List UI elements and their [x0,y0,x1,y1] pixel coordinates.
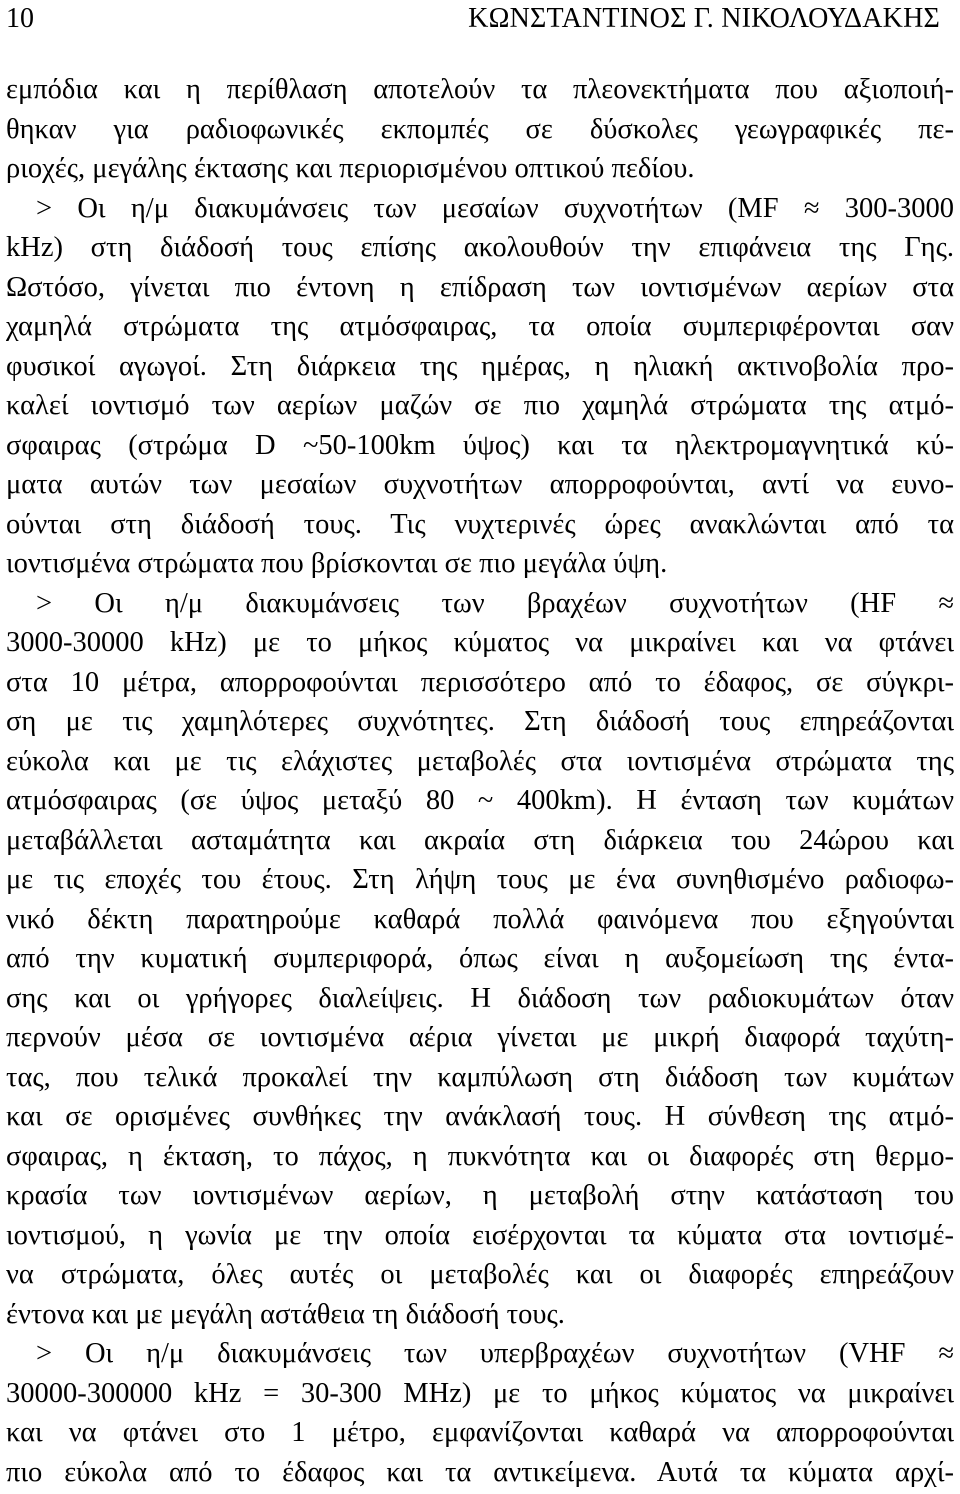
bullet-mf-line: > Οι η/μ διακυμάνσεις των μεσαίων συχνοτήτων (MF ≈ 300-3000 [36,192,954,224]
page-number: 10 [6,3,34,34]
text-line: σφαιρας (στρώμα D ~50-100km ύψος) και τα ηλεκτρομαγνητικά κύ- [6,429,954,461]
text-line: ιοντισμού, η γωνία με την οποία εισέρχονται τα κύματα στα ιοντισμέ- [6,1219,954,1251]
text-line: ούνται στη διάδοσή τους. Τις νυχτερινές ώρες ανακλώνται από τα [6,508,954,540]
paragraph-end-line: ριοχές, μεγάλης έκτασης και περιορισμένου οπτικού πεδίου. [6,153,695,184]
text-line: σης και οι γρήγορες διαλείψεις. Η διάδοση των ραδιοκυμάτων όταν [6,982,954,1014]
body-text [6,70,954,1492]
text-line: πιο εύκολα από το έδαφος και τα αντικείμενα. Αυτά τα κύματα αρχί- [6,1456,954,1488]
text-line: να στρώματα, όλες αυτές οι μεταβολές και οι διαφορές επηρεάζουν [6,1259,954,1290]
text-line: 3000-30000 kHz) με το μήκος κύματος να μικραίνει και να φτάνει [6,627,954,658]
text-line: θηκαν για ραδιοφωνικές εκπομπές σε δύσκολες γεωγραφικές πε- [6,113,954,145]
text-line: περνούν μέσα σε ιοντισμένα αέρια γίνεται με μικρή διαφορά ταχύτη- [6,1022,954,1053]
text-line: 30000-300000 kHz = 30-300 MHz) με το μήκος κύματος να μικραίνει [6,1377,954,1409]
text-line: εύκολα και με τις ελάχιστες μεταβολές στα ιοντισμένα στρώματα της [6,745,954,777]
running-head-author: ΚΩΝΣΤΑΝΤΙΝΟΣ Γ. ΝΙΚΟΛΟΥΔΑΚΗΣ [468,3,940,34]
text-line: εμπόδια και η περίθλαση αποτελούν τα πλεονεκτήματα που αξιοποιή- [6,74,954,105]
text-line: και να φτάνει στο 1 μέτρο, εμφανίζονται καθαρά να απορροφούνται [6,1417,954,1448]
text-line: ατμόσφαιρας (σε ύψος μεταξύ 80 ~ 400km). Η ένταση των κυμάτων [6,785,954,816]
text-line: φυσικοί αγωγοί. Στη διάρκεια της ημέρας, η ηλιακή ακτινοβολία προ- [6,350,954,382]
paragraph-end-line: ιοντισμένα στρώματα που βρίσκονται σε πιο μεγάλα ύψη. [6,548,668,579]
text-line: μεταβάλλεται ασταμάτητα και ακραία στη διάρκεια του 24ώρου και [6,824,954,856]
text-line: και σε ορισμένες συνθήκες την ανάκλασή τους. Η σύνθεση της ατμό- [6,1101,954,1132]
bullet-vhf-line: > Οι η/μ διακυμάνσεις των υπερβραχέων συχνοτήτων (VHF ≈ [36,1338,954,1369]
text-line: ματα αυτών των μεσαίων συχνοτήτων απορροφούνται, αντί να ευνο- [6,469,954,500]
text-line: καλεί ιοντισμό των αερίων μαζών σε πιο χαμηλά στρώματα της ατμό- [6,390,954,421]
text-line: νικό δέκτη παρατηρούμε καθαρά πολλά φαινόμενα που εξηγούνται [6,903,954,935]
text-line: ση με τις χαμηλότερες συχνότητες. Στη διάδοσή τους επηρεάζονται [6,706,954,737]
paragraph-end-line: έντονα και με μεγάλη αστάθεια τη διάδοσή τους. [6,1298,565,1330]
text-line: kHz) στη διάδοσή τους επίσης ακολουθούν την επιφάνεια της Γης. [6,232,954,263]
page-header [6,0,940,40]
text-line: κρασία των ιοντισμένων αερίων, η μεταβολή στην κατάσταση του [6,1180,954,1211]
text-line: από την κυματική συμπεριφορά, όπως είναι η αυξομείωση της έντα- [6,943,954,974]
text-line: σφαιρας, η έκταση, το πάχος, η πυκνότητα και οι διαφορές στη θερμο- [6,1140,954,1172]
bullet-hf-line: > Οι η/μ διακυμάνσεις των βραχέων συχνοτήτων (HF ≈ [36,587,954,619]
text-line: χαμηλά στρώματα της ατμόσφαιρας, τα οποία συμπεριφέρονται σαν [6,311,954,342]
text-line: Ωστόσο, γίνεται πιο έντονη η επίδραση των ιοντισμένων αερίων στα [6,271,954,303]
text-line: στα 10 μέτρα, απορροφούνται περισσότερο από το έδαφος, σε σύγκρι- [6,666,954,698]
text-line: τας, που τελικά προκαλεί την καμπύλωση στη διάδοση των κυμάτων [6,1061,954,1093]
text-line: με τις εποχές του έτους. Στη λήψη τους με ένα συνηθισμένο ραδιοφω- [6,864,954,895]
